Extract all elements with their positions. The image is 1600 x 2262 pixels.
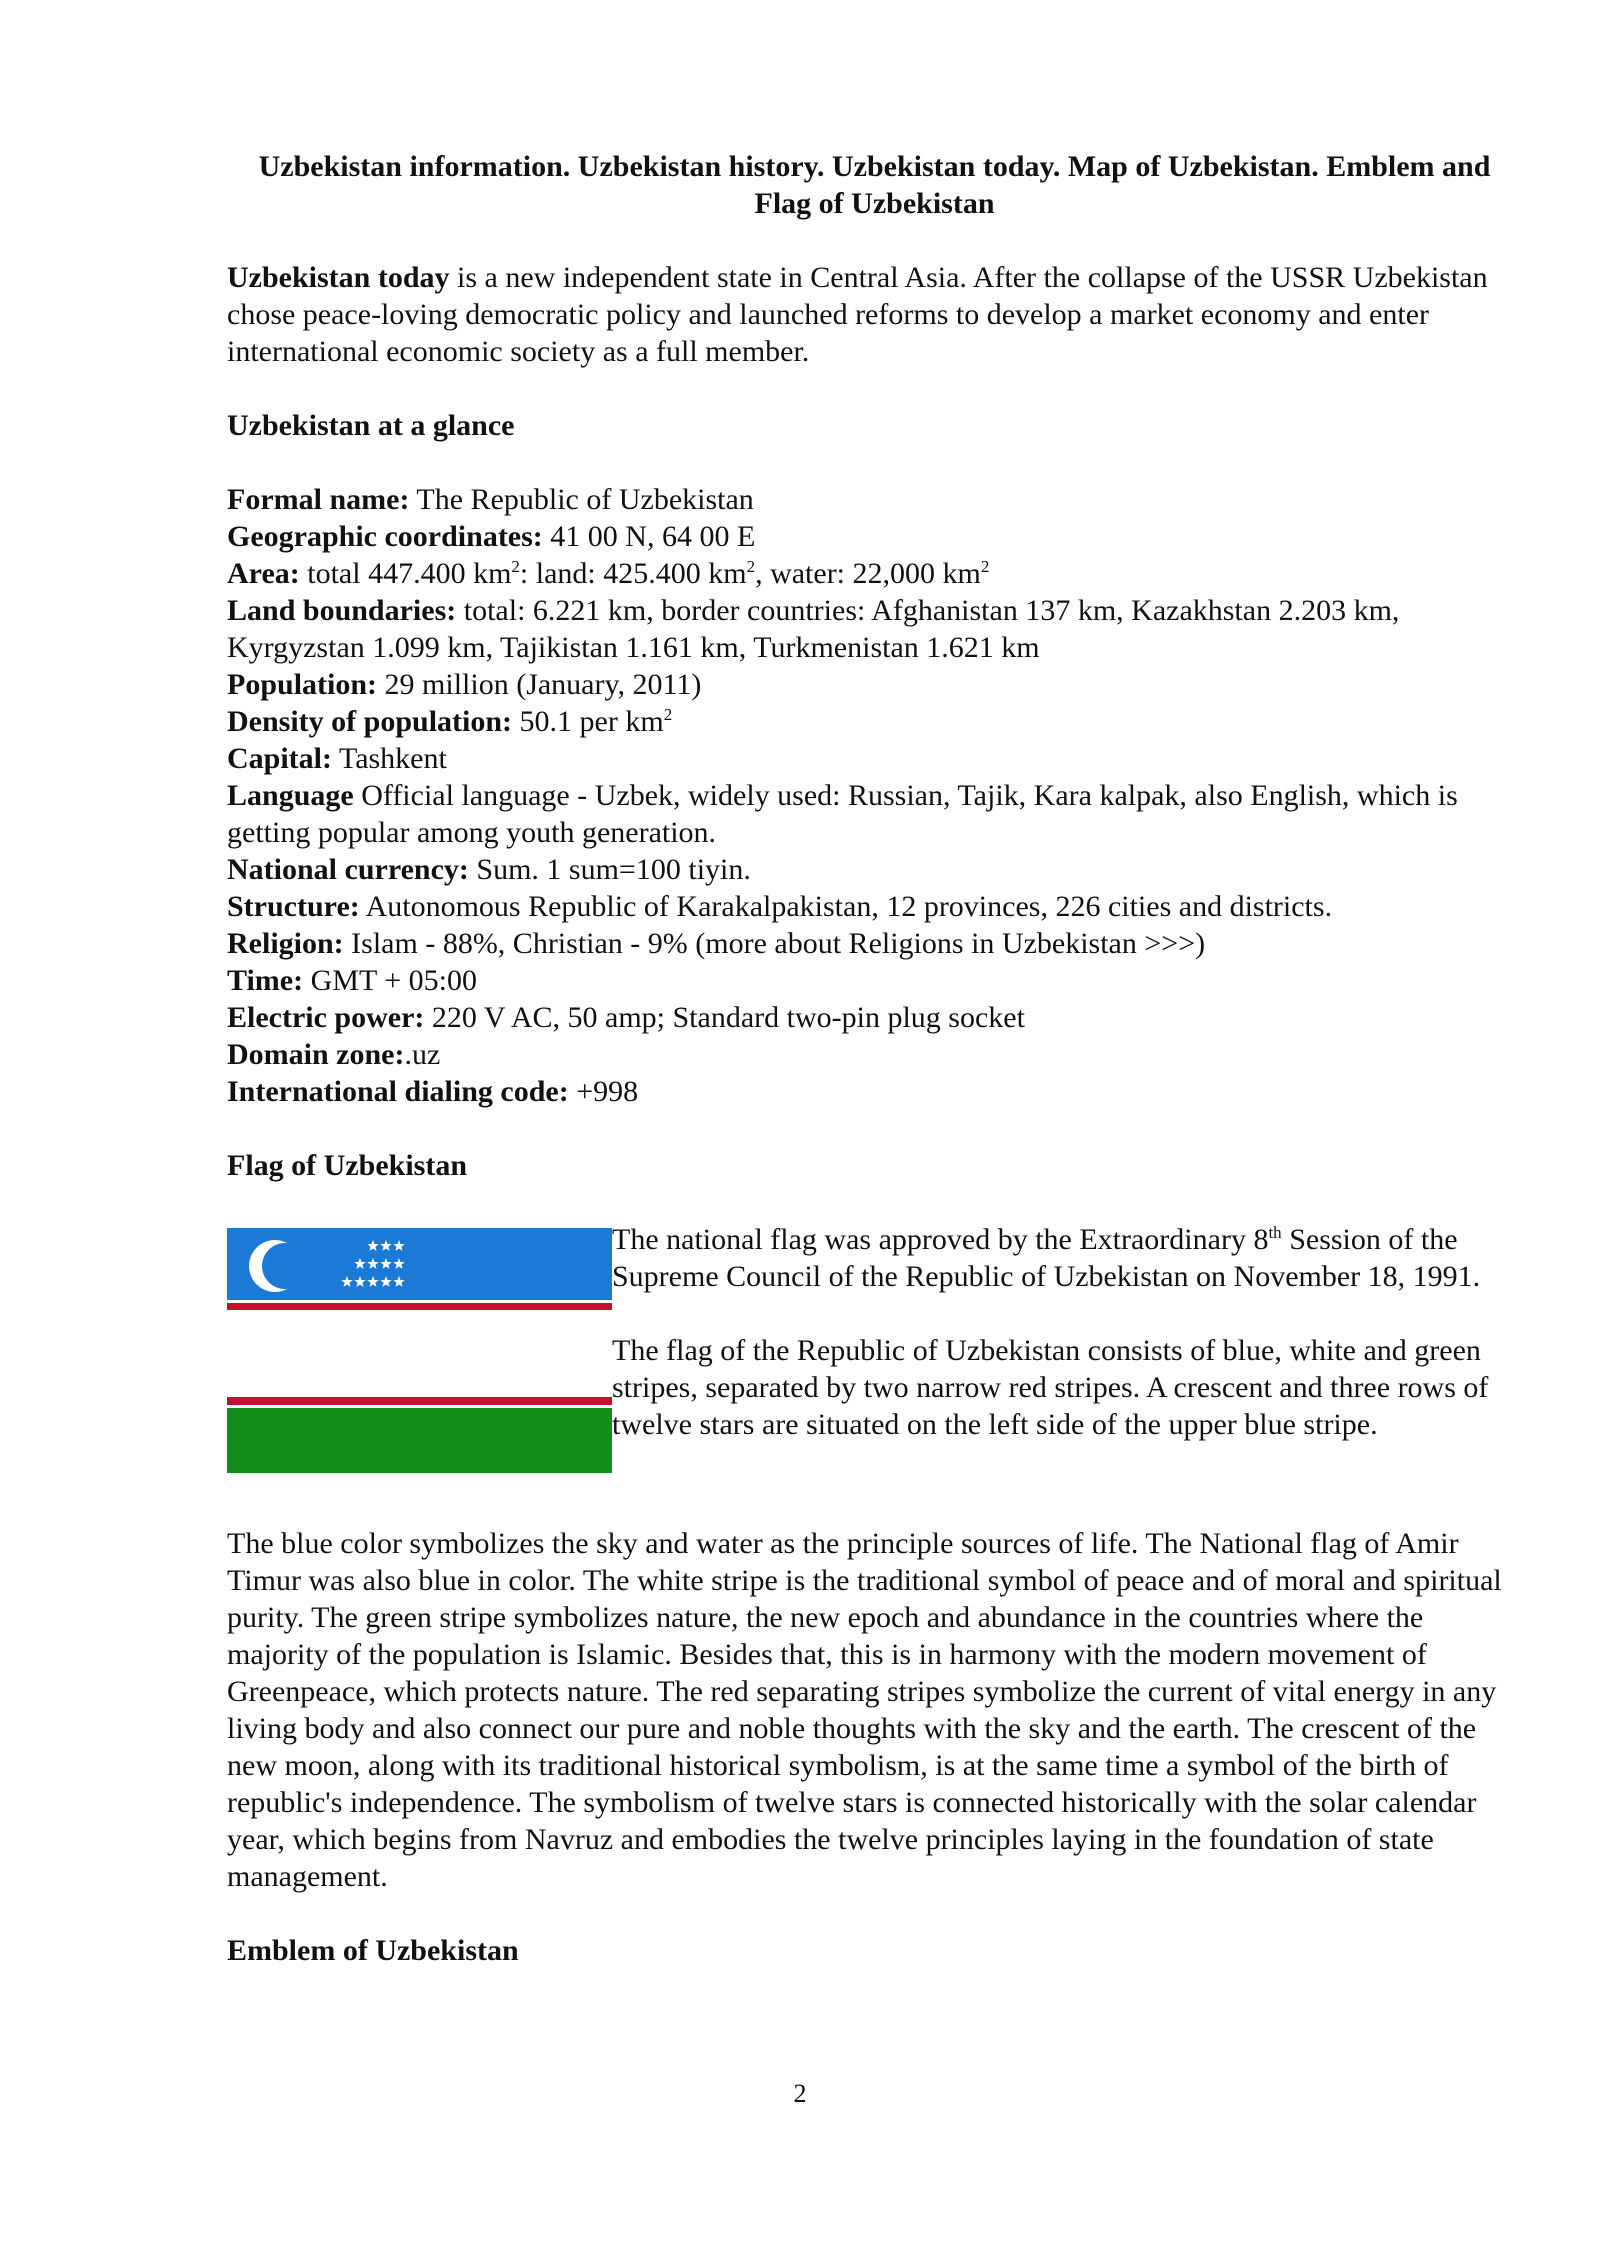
fact-time — [227, 962, 1522, 999]
fact-label: Area: — [227, 557, 300, 590]
intro-lead: Uzbekistan today — [227, 261, 450, 294]
flag-text: The national flag was approved by the Extraordinary 8 — [612, 1223, 1269, 1256]
page-title: Uzbekistan information. Uzbekistan history. Uzbekistan today. Map of Uzbekistan. Emblem and Flag of Uzbekistan — [258, 150, 1491, 220]
fact-label: Geographic coordinates: — [227, 520, 543, 553]
fact-label: Language — [227, 779, 354, 812]
fact-value: 41 00 N, 64 00 E — [542, 520, 756, 553]
facts-list — [227, 481, 1522, 1110]
flag-top-image — [227, 1228, 612, 1310]
fact-value: .uz — [404, 1038, 441, 1071]
emblem-heading: Emblem of Uzbekistan — [227, 1934, 519, 1967]
fact-label: Formal name: — [227, 483, 410, 516]
flag-symbolism-paragraph: The blue color symbolizes the sky and water as the principle sources of life. The National flag of Amir Timur was also blue in color. The white stripe is the traditional symbol of peace and of moral and spiritual purity. The green stripe symbolizes nature, the new epoch and abundance in the countries where the majority of the population is Islamic. Besides that, this is in harmony with the modern movement of Greenpeace, which protects nature. The red separating stripes symbolize the current of vital energy in any living body and also connect our pure and noble thoughts with the sky and the earth. The crescent of the new moon, along with its traditional historical symbolism, is at the same time a symbol of the birth of republic's independence. The symbolism of twelve stars is connected historically with the solar calendar year, which begins from Navruz and embodies the twelve principles laying in the foundation of state management. — [227, 1527, 1502, 1893]
fact-coordinates — [227, 518, 1522, 555]
fact-label: Land boundaries: — [227, 594, 457, 627]
fact-label: Religion: — [227, 927, 344, 960]
flag-bottom-image — [227, 1393, 612, 1473]
page-number: 2 — [793, 2079, 807, 2108]
fact-label: Population: — [227, 668, 378, 701]
fact-value: Official language - Uzbek, widely used: Russian, Tajik, Kara kalpak, also English, which is getting popular among youth generation. — [227, 779, 1458, 849]
fact-value: total: 6.221 km, border countries: Afghanistan 137 km, Kazakhstan 2.203 km, Kyrgyzstan 1.099 km, Tajikistan 1.161 km, Turkmenistan 1.621 km — [227, 594, 1400, 664]
fact-language — [227, 777, 1522, 851]
fact-value: 29 million (January, 2011) — [377, 668, 702, 701]
fact-value: Sum. 1 sum=100 tiyin. — [468, 853, 751, 886]
fact-label: Domain zone: — [227, 1038, 405, 1071]
fact-domain-zone — [227, 1036, 1522, 1073]
fact-structure — [227, 888, 1522, 925]
fact-value: : land: 425.400 km — [519, 557, 747, 590]
glance-heading: Uzbekistan at a glance — [227, 409, 515, 442]
fact-value: Tashkent — [332, 742, 447, 775]
fact-electric-power — [227, 999, 1522, 1036]
flag-text: Session of the Supreme Council of the Republic of Uzbekistan on November 18, 1991. — [612, 1223, 1481, 1293]
fact-value: Islam - 88%, Christian - 9% (more about Religions in Uzbekistan >>>) — [343, 927, 1206, 960]
superscript: th — [1268, 1223, 1282, 1242]
fact-label: International dialing code: — [227, 1075, 569, 1108]
flag-heading: Flag of Uzbekistan — [227, 1149, 467, 1182]
fact-boundaries — [227, 592, 1522, 666]
document-page — [227, 148, 1522, 2006]
flag-section — [227, 1221, 1522, 1488]
superscript: 2 — [511, 557, 520, 576]
fact-label: National currency: — [227, 853, 469, 886]
fact-dialing-code — [227, 1073, 1522, 1110]
fact-area — [227, 555, 1522, 592]
intro-text: is a new independent state in Central Asia. After the collapse of the USSR Uzbekistan chose peace-loving democratic policy and launched reforms to develop a market economy and enter international economic society as a full member. — [227, 261, 1488, 368]
fact-value: GMT + 05:00 — [303, 964, 477, 997]
fact-label: Structure: — [227, 890, 360, 923]
fact-value: 220 V AC, 50 amp; Standard two-pin plug socket — [424, 1001, 1025, 1034]
fact-value: total 447.400 km — [299, 557, 512, 590]
fact-value: +998 — [568, 1075, 639, 1108]
fact-label: Electric power: — [227, 1001, 425, 1034]
fact-density — [227, 703, 1522, 740]
fact-currency — [227, 851, 1522, 888]
fact-value: 50.1 per km — [512, 705, 664, 738]
superscript: 2 — [980, 557, 990, 576]
superscript: 2 — [746, 557, 756, 576]
fact-religion — [227, 925, 1522, 962]
intro-paragraph — [227, 259, 1522, 370]
fact-population — [227, 666, 1522, 703]
fact-label: Capital: — [227, 742, 332, 775]
fact-capital — [227, 740, 1522, 777]
fact-value: , water: 22,000 km — [755, 557, 981, 590]
fact-value: The Republic of Uzbekistan — [409, 483, 754, 516]
superscript: 2 — [663, 705, 673, 724]
flag-description-text: The flag of the Republic of Uzbekistan consists of blue, white and green stripes, separated by two narrow red stripes. A crescent and three rows of twelve stars are situated on the left side of the upper blue stripe. — [612, 1334, 1489, 1441]
fact-formal-name — [227, 481, 1522, 518]
fact-label: Time: — [227, 964, 304, 997]
fact-label: Density of population: — [227, 705, 513, 738]
flag-image — [227, 1221, 612, 1488]
fact-value: Autonomous Republic of Karakalpakistan, 12 provinces, 226 cities and districts. — [359, 890, 1333, 923]
